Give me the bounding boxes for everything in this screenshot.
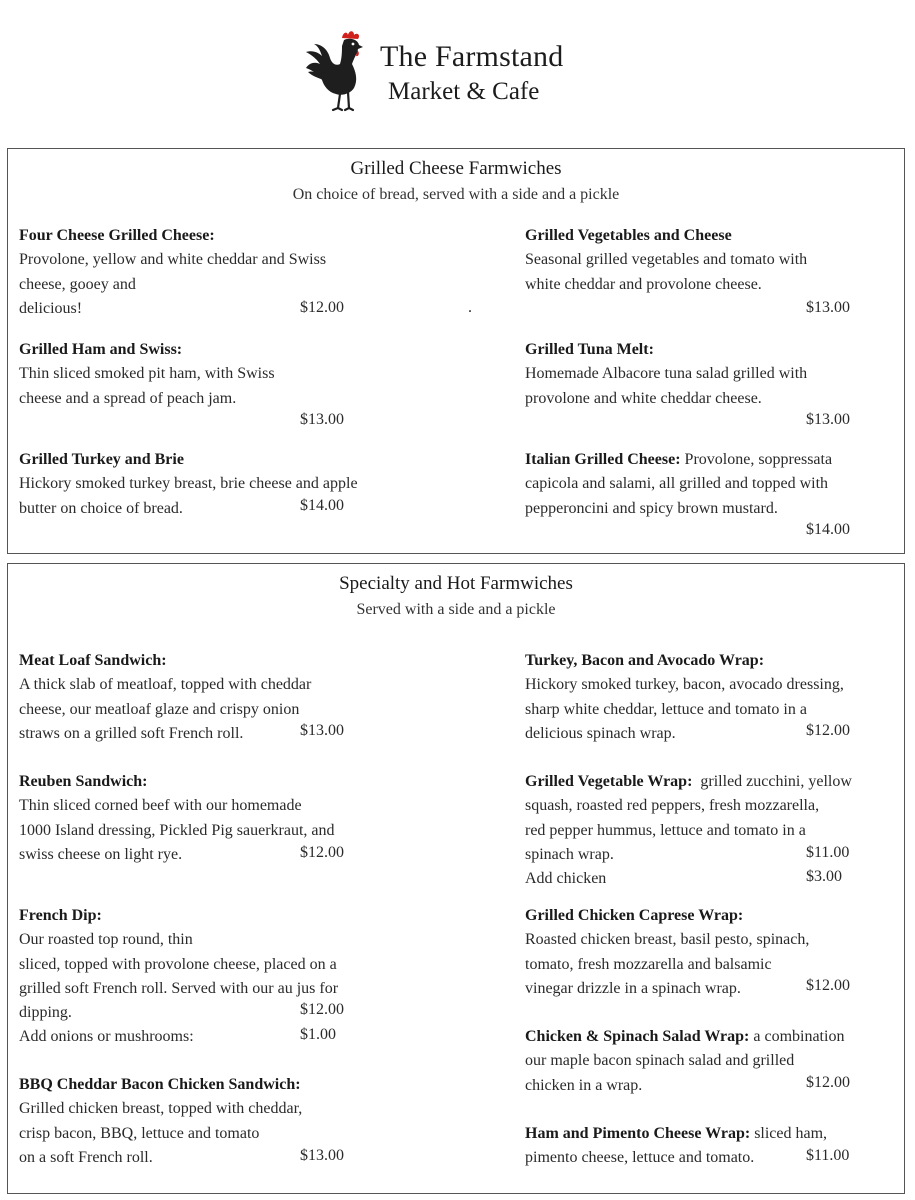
item-desc: Homemade Albacore tuna salad grilled with: [525, 365, 808, 383]
item-price: $13.00: [806, 411, 850, 428]
logo-title: The Farmstand: [380, 40, 564, 73]
item-desc: cheese, our meatloaf glaze and crispy onion: [19, 700, 300, 718]
item-desc-inline: Provolone, soppressata: [680, 451, 833, 468]
menu-item: [19, 338, 275, 411]
item-desc: sliced, topped with provolone cheese, placed on a: [19, 955, 337, 973]
item-desc: 1000 Island dressing, Pickled Pig sauerkraut, and: [19, 821, 335, 839]
item-name: Four Cheese Grilled Cheese:: [19, 227, 215, 244]
item-desc: Grilled chicken breast, topped with cheddar,: [19, 1100, 303, 1118]
item-price: $14.00: [806, 521, 850, 538]
item-name: Grilled Tuna Melt:: [525, 341, 654, 358]
item-desc: squash, roasted red peppers, fresh mozzarella,: [525, 797, 820, 815]
item-desc: Provolone, yellow and white cheddar and Swiss: [19, 251, 327, 269]
item-name: Meat Loaf Sandwich:: [19, 652, 167, 669]
item-desc-inline: a combination: [749, 1028, 845, 1045]
logo-subtitle: Market & Cafe: [388, 78, 540, 105]
item-desc: Thin sliced smoked pit ham, with Swiss: [19, 365, 275, 383]
item-desc: spinach wrap.: [525, 845, 614, 863]
item-price: $12.00: [300, 1001, 344, 1018]
section-subtitle: Served with a side and a pickle: [356, 601, 556, 618]
section-subtitle: On choice of bread, served with a side and a pickle: [292, 186, 620, 203]
item-price: $12.00: [806, 977, 850, 994]
item-desc: delicious spinach wrap.: [525, 724, 676, 742]
menu-item: [525, 338, 807, 411]
item-desc: crisp bacon, BBQ, lettuce and tomato: [19, 1124, 260, 1142]
item-desc: swiss cheese on light rye.: [19, 845, 183, 863]
item-price: $13.00: [300, 722, 344, 739]
item-desc: A thick slab of meatloaf, topped with cheddar: [19, 676, 312, 694]
item-desc: pimento cheese, lettuce and tomato.: [525, 1149, 755, 1167]
menu-item: [525, 904, 809, 1001]
item-price: $12.00: [806, 722, 850, 739]
menu-item: [19, 770, 335, 867]
menu-item: [525, 1122, 827, 1171]
item-desc: on a soft French roll.: [19, 1148, 153, 1166]
item-desc: butter on choice of bread.: [19, 499, 183, 517]
item-desc: cheese and a spread of peach jam.: [19, 389, 237, 407]
item-price: $12.00: [806, 1074, 850, 1091]
item-desc: cheese, gooey and: [19, 275, 136, 293]
item-desc-inline: sliced ham,: [750, 1125, 828, 1142]
menu-item: [19, 649, 311, 746]
item-desc-inline: grilled zucchini, yellow: [692, 773, 852, 790]
item-desc: red pepper hummus, lettuce and tomato in a: [525, 821, 806, 839]
section-title: Grilled Cheese Farmwiches: [350, 158, 562, 179]
item-desc: capicola and salami, all grilled and topped with: [525, 475, 829, 493]
section-title: Specialty and Hot Farmwiches: [339, 573, 573, 594]
item-desc: our maple bacon spinach salad and grilled: [525, 1052, 795, 1070]
menu-item: [19, 904, 338, 1050]
item-name: Chicken & Spinach Salad Wrap:: [525, 1028, 750, 1045]
menu-item: [525, 448, 832, 521]
item-addon: Add onions or mushrooms:: [19, 1028, 194, 1046]
item-desc: pepperoncini and spicy brown mustard.: [525, 499, 778, 517]
item-name: Italian Grilled Cheese:: [525, 451, 681, 468]
item-desc: Hickory smoked turkey, bacon, avocado dressing,: [525, 676, 844, 694]
menu-item: [525, 649, 844, 746]
item-name: Grilled Vegetables and Cheese: [525, 227, 732, 244]
item-name: Turkey, Bacon and Avocado Wrap:: [525, 652, 765, 669]
item-desc: provolone and white cheddar cheese.: [525, 389, 762, 407]
item-price: $12.00: [300, 844, 344, 861]
item-desc: dipping.: [19, 1004, 72, 1022]
item-desc: grilled soft French roll. Served with our au jus for: [19, 979, 339, 997]
item-price: $11.00: [806, 844, 850, 861]
item-price: $13.00: [806, 299, 850, 316]
rooster-icon: [302, 28, 382, 112]
item-desc: chicken in a wrap.: [525, 1076, 643, 1094]
item-name: Grilled Vegetable Wrap:: [525, 773, 693, 790]
addon-price: $3.00: [806, 868, 842, 885]
item-desc: Seasonal grilled vegetables and tomato with: [525, 251, 808, 269]
item-desc: straws on a grilled soft French roll.: [19, 724, 244, 742]
item-desc: Our roasted top round, thin: [19, 931, 193, 949]
menu-item: [19, 224, 326, 321]
item-name: Ham and Pimento Cheese Wrap:: [525, 1125, 751, 1142]
item-name: French Dip:: [19, 907, 102, 924]
item-name: Grilled Chicken Caprese Wrap:: [525, 907, 744, 924]
menu-item: [525, 224, 807, 297]
item-price: $11.00: [806, 1147, 850, 1164]
item-name: Reuben Sandwich:: [19, 773, 148, 790]
item-price: $13.00: [300, 1147, 344, 1164]
item-desc: white cheddar and provolone cheese.: [525, 275, 762, 293]
specialty-section: [7, 563, 905, 1194]
item-price: $14.00: [300, 497, 344, 514]
item-name: BBQ Cheddar Bacon Chicken Sandwich:: [19, 1076, 301, 1093]
item-price: $12.00: [300, 299, 344, 316]
item-desc: sharp white cheddar, lettuce and tomato in a: [525, 700, 807, 718]
item-price: $13.00: [300, 411, 344, 428]
menu-item: [525, 770, 852, 891]
menu-item: [525, 1025, 844, 1098]
menu-item: [19, 1073, 302, 1170]
item-desc: tomato, fresh mozzarella and balsamic: [525, 955, 772, 973]
item-desc: Roasted chicken breast, basil pesto, spinach,: [525, 931, 810, 949]
item-desc: Hickory smoked turkey breast, brie cheese and apple: [19, 475, 358, 493]
grilled-cheese-section: [7, 148, 905, 554]
item-desc: delicious!: [19, 299, 83, 317]
item-desc: vinegar drizzle in a spinach wrap.: [525, 979, 741, 997]
item-name: Grilled Turkey and Brie: [19, 451, 184, 468]
item-name: Grilled Ham and Swiss:: [19, 341, 183, 358]
addon-price: $1.00: [300, 1026, 336, 1043]
item-desc: Thin sliced corned beef with our homemade: [19, 797, 302, 815]
stray-dot: .: [468, 299, 472, 316]
logo: [302, 28, 602, 112]
item-addon: Add chicken: [525, 870, 607, 888]
